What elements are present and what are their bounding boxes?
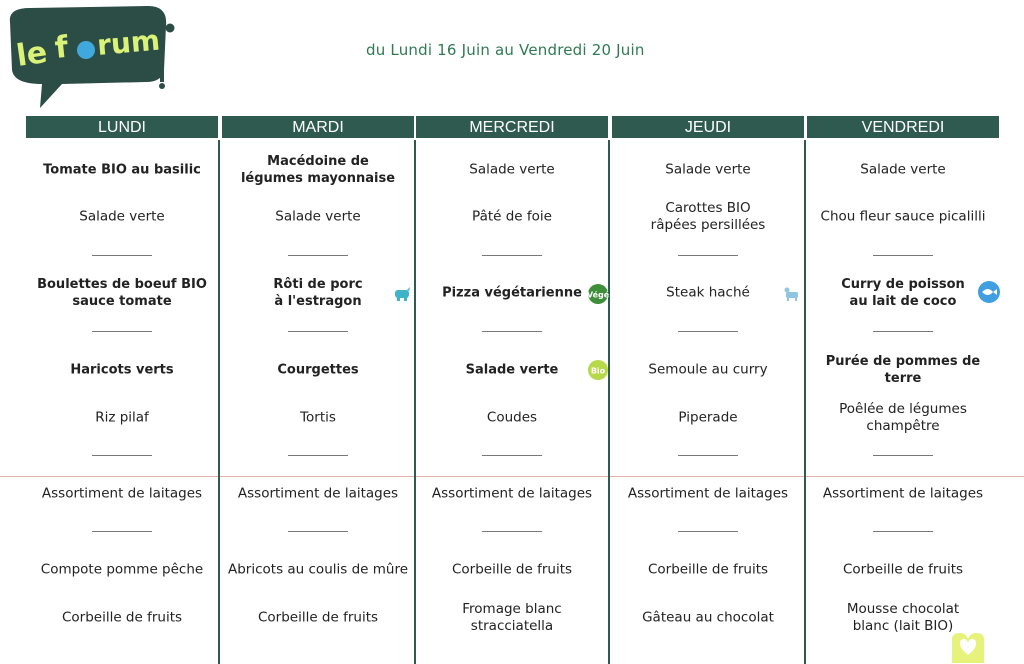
day-header: MARDI <box>222 116 414 138</box>
menu-item-starters: Tomate BIO au basilic <box>43 162 201 178</box>
svg-text:le: le <box>14 34 50 74</box>
menu-item-sides: Coudes <box>486 409 538 426</box>
course-separator <box>678 531 738 532</box>
menu-item-sides: Riz pilaf <box>95 409 149 426</box>
menu-item-dairy: Assortiment de laitages <box>237 485 399 502</box>
menu-item-dairy: Assortiment de laitages <box>627 485 789 502</box>
course-separator <box>92 531 152 532</box>
menu-item-sides: Semoule au curry <box>648 361 768 378</box>
menu-item-desserts: Gâteau au chocolat <box>642 609 774 626</box>
bio-badge <box>587 359 609 381</box>
menu-item-mains: Pizza végétarienne <box>442 285 582 301</box>
course-separator <box>92 331 152 332</box>
course-separator <box>482 255 542 256</box>
menu-item-sides: Piperade <box>678 409 738 426</box>
svg-text:Végé: Végé <box>587 290 609 300</box>
day-header: MERCREDI <box>416 116 608 138</box>
column-rule <box>804 140 806 664</box>
le-forum-logo <box>0 0 180 116</box>
menu-item-mains: Curry de poisson au lait de coco <box>841 277 965 309</box>
course-separator <box>482 455 542 456</box>
veg-badge <box>587 283 609 305</box>
day-column-lundi <box>26 116 218 664</box>
menu-item-starters: Salade verte <box>860 161 946 178</box>
menu-item-mains: Steak haché <box>666 284 750 301</box>
course-separator <box>678 255 738 256</box>
menu-item-sides: Haricots verts <box>70 362 174 378</box>
week-subtitle: du Lundi 16 Juin au Vendredi 20 Juin <box>366 41 645 59</box>
menu-item-dairy: Assortiment de laitages <box>41 485 203 502</box>
course-separator <box>288 531 348 532</box>
menu-item-desserts: Corbeille de fruits <box>61 609 183 626</box>
day-column-jeudi <box>612 116 804 664</box>
day-header: JEUDI <box>612 116 804 138</box>
svg-text:f: f <box>53 29 70 66</box>
day-column-vendredi <box>807 116 999 664</box>
menu-item-starters: Salade verte <box>79 208 165 225</box>
menu-item-dairy: Assortiment de laitages <box>431 485 593 502</box>
menu-item-sides: Purée de pommes de terre <box>825 354 981 386</box>
menu-item-starters: Chou fleur sauce picalilli <box>820 208 986 225</box>
day-column-mercredi <box>416 116 608 664</box>
course-separator <box>288 455 348 456</box>
menu-item-starters: Salade verte <box>665 161 751 178</box>
course-separator <box>873 255 933 256</box>
menu-item-starters: Macédoine de légumes mayonnaise <box>240 154 396 186</box>
menu-item-starters: Pâté de foie <box>472 208 552 225</box>
menu-item-dairy: Assortiment de laitages <box>822 485 984 502</box>
course-separator <box>873 331 933 332</box>
pig-icon <box>393 285 413 303</box>
menu-item-starters: Salade verte <box>275 208 361 225</box>
course-separator <box>92 255 152 256</box>
menu-item-sides: Courgettes <box>277 362 359 378</box>
course-separator <box>288 255 348 256</box>
cow-icon <box>783 286 801 302</box>
course-separator <box>873 455 933 456</box>
svg-text:Bio: Bio <box>590 366 606 376</box>
menu-item-sides: Salade verte <box>465 362 559 378</box>
course-separator <box>678 331 738 332</box>
menu-item-mains: Boulettes de boeuf BIO sauce tomate <box>37 277 207 309</box>
course-separator <box>678 455 738 456</box>
menu-item-desserts: Fromage blanc stracciatella <box>462 601 562 634</box>
menu-item-sides: Tortis <box>300 409 336 426</box>
course-separator <box>288 331 348 332</box>
day-header: VENDREDI <box>807 116 999 138</box>
menu-item-desserts: Corbeille de fruits <box>451 561 573 578</box>
menu-item-mains: Rôti de porc à l'estragon <box>273 277 363 309</box>
menu-item-desserts: Mousse chocolat blanc (lait BIO) <box>846 601 960 634</box>
course-separator <box>873 531 933 532</box>
svg-text:rum: rum <box>95 23 162 62</box>
course-separator <box>482 531 542 532</box>
menu-item-sides: Poêlée de légumes champêtre <box>839 401 967 434</box>
column-rule <box>218 140 220 664</box>
menu-item-desserts: Corbeille de fruits <box>842 561 964 578</box>
day-header: LUNDI <box>26 116 218 138</box>
menu-item-desserts: Abricots au coulis de mûre <box>227 561 409 578</box>
menu-item-desserts: Compote pomme pêche <box>40 561 204 578</box>
fish-icon <box>977 280 1001 304</box>
column-rule <box>608 140 610 664</box>
day-column-mardi <box>222 116 414 664</box>
menu-item-starters: Salade verte <box>469 161 555 178</box>
heart-icon <box>948 633 988 663</box>
menu-item-desserts: Corbeille de fruits <box>257 609 379 626</box>
menu-item-desserts: Corbeille de fruits <box>647 561 769 578</box>
menu-item-starters: Carottes BIO râpées persillées <box>650 200 766 233</box>
course-separator <box>482 331 542 332</box>
course-separator <box>92 455 152 456</box>
